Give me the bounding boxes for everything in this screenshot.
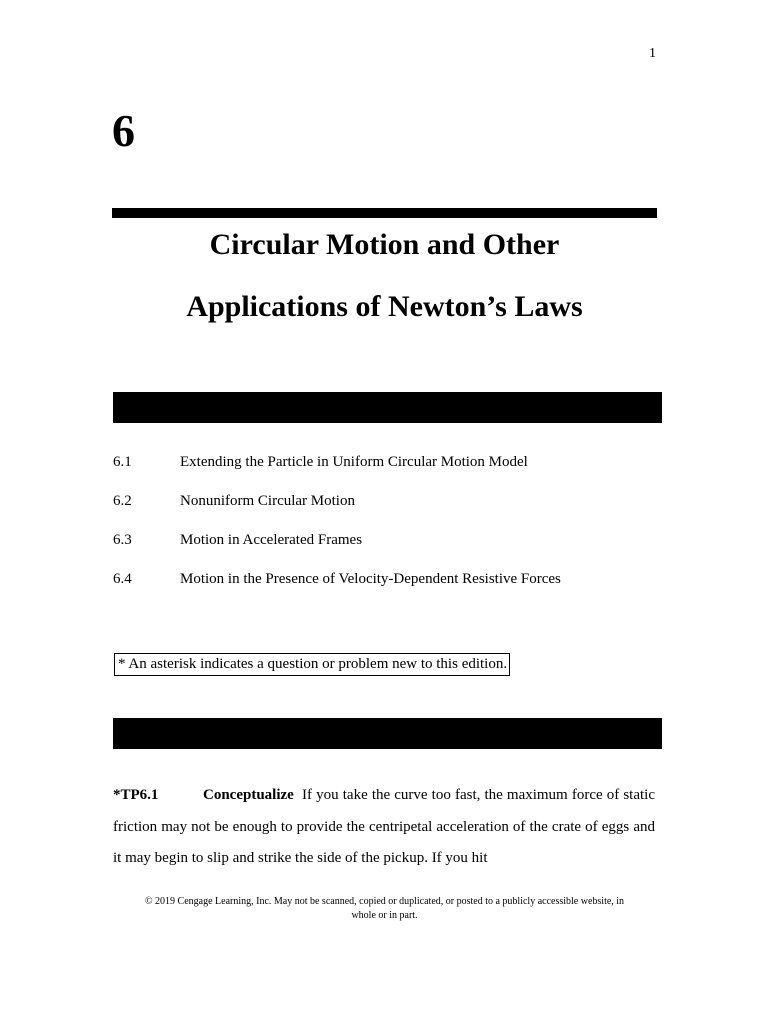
toc-item-title: Extending the Particle in Uniform Circular Motion Model (180, 454, 528, 470)
problem-label: *TP6.1 (113, 787, 159, 803)
copyright-footer (112, 895, 657, 923)
toc-item-number: 6.3 (113, 532, 132, 548)
toc-item-title: Motion in the Presence of Velocity-Dependent Resistive Forces (180, 571, 561, 587)
chapter-title-line-2: Applications of Newton’s Laws (186, 290, 583, 323)
problem-text: If you take the curve too fast, the maximum force of static friction may not be enough to provide the centripetal acceleration of the crate of eggs and it may begin to slip and strike the side of the pickup. If you hit (113, 787, 656, 866)
toc-item-title: Nonuniform Circular Motion (180, 493, 355, 509)
toc-item-number: 6.2 (113, 493, 132, 509)
toc-item-number: 6.1 (113, 454, 132, 470)
section-bar-solutions (113, 718, 662, 749)
page-number: 1 (649, 46, 656, 61)
copyright-line-1: © 2019 Cengage Learning, Inc. May not be scanned, copied or duplicated, or posted to a publicly accessible website, in (144, 896, 625, 907)
toc-item-title: Motion in Accelerated Frames (180, 532, 363, 548)
body-paragraph (113, 780, 655, 875)
problem-heading: Conceptualize (203, 787, 294, 803)
chapter-rule (112, 208, 657, 218)
section-bar-contents (113, 392, 662, 423)
chapter-title-line-1: Circular Motion and Other (209, 228, 560, 261)
asterisk-note: * An asterisk indicates a question or problem new to this edition. (114, 653, 510, 676)
chapter-number: 6 (112, 105, 135, 156)
toc-item-number: 6.4 (113, 571, 132, 587)
copyright-line-2: whole or in part. (351, 910, 418, 921)
